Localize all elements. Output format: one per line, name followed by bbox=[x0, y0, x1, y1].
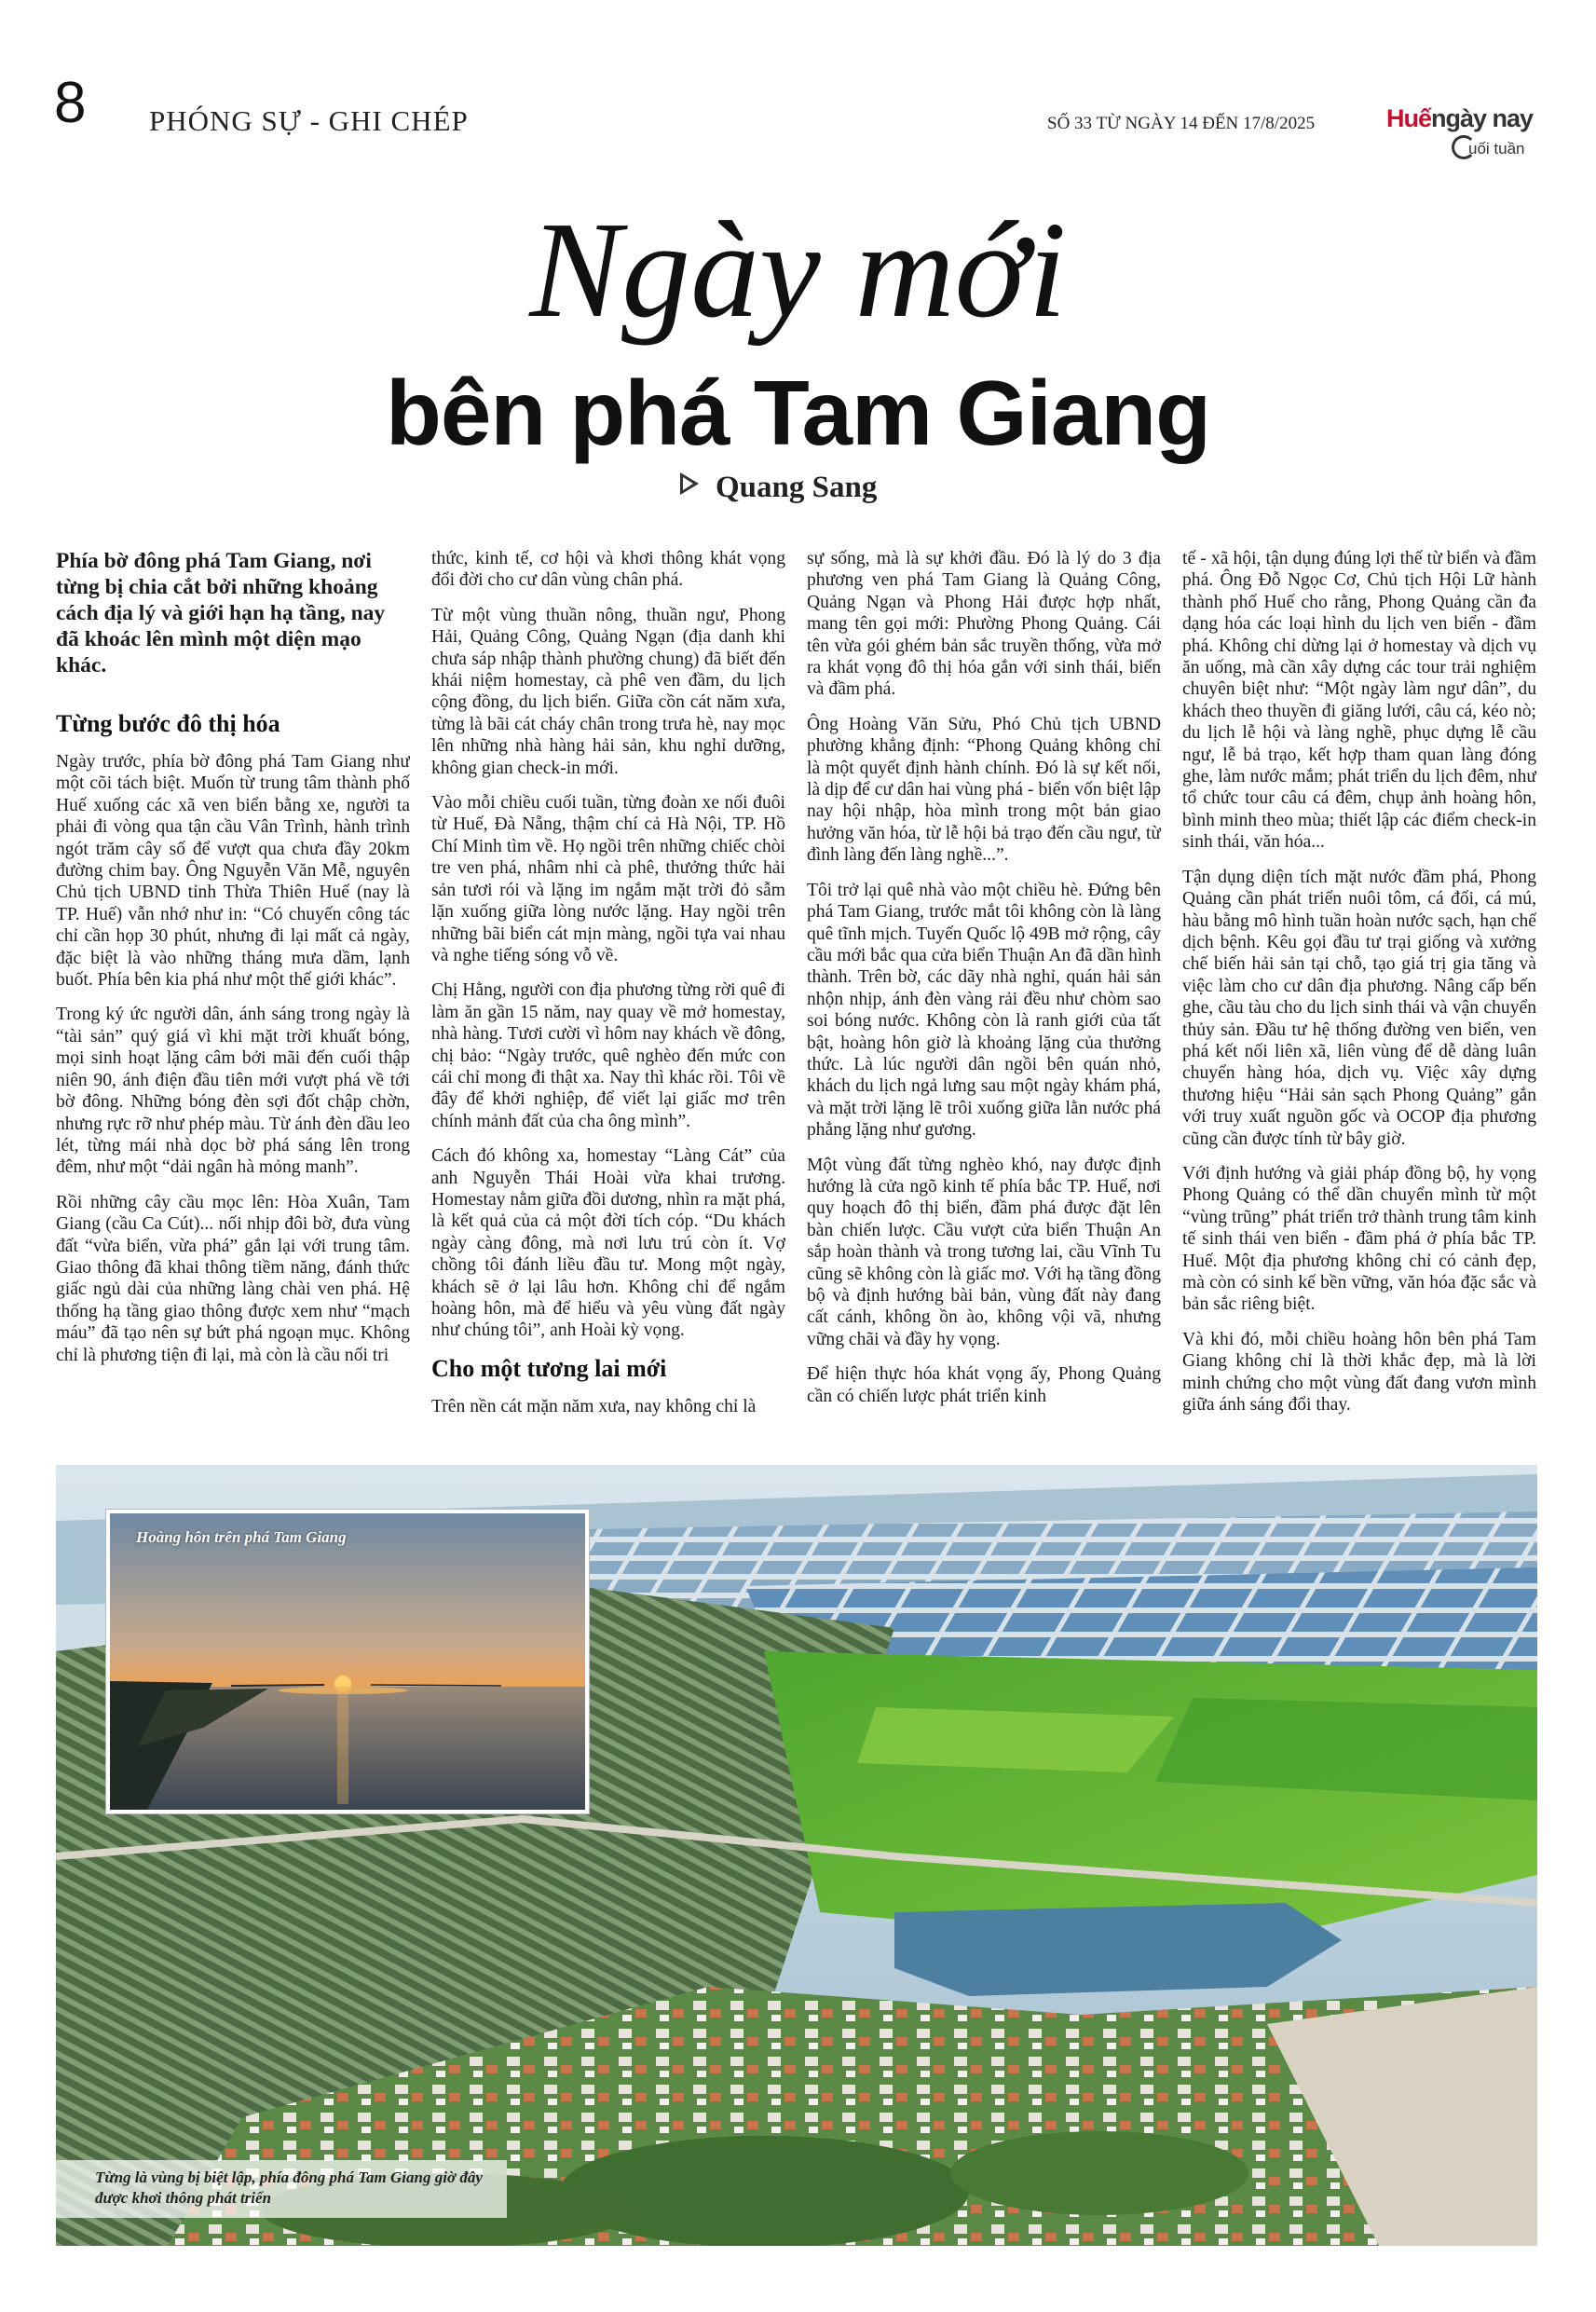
section-title: PHÓNG SỰ - GHI CHÉP bbox=[149, 104, 469, 137]
paragraph: Tận dụng diện tích mặt nước đầm phá, Phong Quảng cần phát triển nuôi tôm, cá đối, cá mú, hàu bằng mô hình tuần hoàn nước sạch, hạn chế dịch bệnh. Kêu gọi đầu tư trại giống và xưởng chế biến hải sản tại chỗ, tạo giá trị gia tăng và việc làm cho cư dân địa phương. Nâng cấp bến ghe, cầu tàu cho du lịch sinh thái và vận chuyển thủy sản. Đầu tư hệ thống đường ven biển, ven phá kết nối liên xã, liên vùng để dễ dàng luân chuyển hàng hóa, dịch vụ. Việc xây dựng thương hiệu “Hải sản sạch Phong Quảng” gắn với truy xuất nguồn gốc và OCOP địa phương cũng cần được tính từ bây giờ. bbox=[1182, 867, 1536, 1149]
paragraph: thức, kinh tế, cơ hội và khơi thông khát vọng đổi đời cho cư dân vùng chân phá. bbox=[431, 549, 785, 591]
paragraph: Vào mỗi chiều cuối tuần, từng đoàn xe nối đuôi từ Huế, Đà Nẵng, thậm chí cả Hà Nội, TP. Hồ Chí Minh tìm về. Họ ngồi trên những chiếc chòi tre ven phá, nhâm nhi cà phê, thưởng thức hải sản tươi rói và lặng im ngắm mặt trời đỏ sẫm lặn xuống giữa lòng nước lặng. Hay ngồi trên những bãi biển cát mịn màng, ngồi tựa vai nhau và nghe tiếng sóng vỗ về. bbox=[431, 793, 785, 965]
article-column-4 bbox=[1182, 548, 1536, 1466]
inset-photo bbox=[106, 1510, 589, 1813]
brand-name bbox=[1386, 104, 1534, 133]
brand-name-part1: Huế bbox=[1386, 104, 1432, 132]
article-column-1 bbox=[56, 548, 410, 1466]
paragraph: Chị Hằng, người con địa phương từng rời quê đi làm ăn gần 15 năm, nay quay về mở homestay, nhà hàng. Tươi cười vì hôm nay khách về đông, chị bảo: “Ngày trước, quê nghèo đến mức con cái chỉ mong đi thật xa. Nay thì khác rồi. Tôi về đây để khởi nghiệp, để viết lại giấc mơ trên chính mảnh đất của cha ông mình”. bbox=[431, 980, 785, 1131]
headline-line-2: bên phá Tam Giang bbox=[385, 362, 1211, 464]
subheading: Từng bước đô thị hóa bbox=[56, 710, 280, 737]
article-lead: Phía bờ đông phá Tam Giang, nơi từng bị chia cắt bởi những khoảng cách địa lý và giới hạn hạ tầng, nay đã khoác lên mình một diện mạo khác. bbox=[56, 549, 386, 677]
brand-logo bbox=[1386, 104, 1534, 170]
paragraph: tế - xã hội, tận dụng đúng lợi thế từ biển và đầm phá. Ông Đỗ Ngọc Cơ, Chủ tịch Hội Lữ hành thành phố Huế cho rằng, Phong Quảng cần đa dạng hóa các loại hình du lịch ven biển - đầm phá. Không chỉ dừng lại ở homestay và dịch vụ ăn uống, mà cần xây dựng các tour trải nghiệm chuyên biệt như: “Một ngày làm ngư dân”, du khách theo thuyền đi giăng lưới, câu cá, kéo nò; du lịch lễ hội và làng nghề, phục dựng lễ cầu ngư, lễ bả trạo, kết hợp tham quan làng đóng ghe, làm nước mắm; phát triển du lịch đêm, như tổ chức tour câu cá đêm, chụp ảnh hoàng hôn, bình minh theo mùa; thiết lập các điểm check-in sinh thái, văn hóa... bbox=[1182, 549, 1536, 853]
paragraph: Trong ký ức người dân, ánh sáng trong ngày là “tài sản” quý giá vì khi mặt trời khuất bóng, mọi sinh hoạt lặng câm bởi mãi đến cuối thập niên 90, ánh điện đầu tiên mới vượt phá về tới bờ đông. Những bóng đèn sợi đốt chập chờn, nhưng rực rỡ như phép màu. Từ ánh đèn dầu leo lét, từng mái nhà dọc bờ phá sáng lên trong đêm, như một “dải ngân hà mỏng manh”. bbox=[56, 1005, 410, 1178]
sunset-illustration bbox=[110, 1513, 585, 1810]
brand-subtitle bbox=[1452, 135, 1526, 159]
paragraph: Ông Hoàng Văn Sửu, Phó Chủ tịch UBND phường khẳng định: “Phong Quảng không chỉ là một quyết định hành chính. Đó là sự kết nối, là dịp để cư dân hai vùng phá - biển vốn biệt lập nay hội nhập, hòa mình trong một bản giao hưởng văn hóa, từ lễ hội bả trạo đến cầu ngư, từ đình làng đến làng nghề...”. bbox=[807, 714, 1161, 866]
play-triangle-icon bbox=[680, 472, 699, 495]
byline bbox=[680, 471, 877, 505]
paragraph: Cách đó không xa, homestay “Làng Cát” của anh Nguyễn Thái Hoài vừa khai trương. Homestay nằm giữa đồi dương, nhìn ra mặt phá, là kết quả của cả một đời tích cóp. “Du khách ngày càng đông, mà nơi lưu trú còn ít. Vợ chồng tôi đánh liều đầu tư. Mong một ngày, khách sẽ ở lại lâu hơn. Không chỉ để ngắm hoàng hôn, mà để hiểu và yêu vùng đất ngày như chúng tôi”, anh Hoài kỳ vọng. bbox=[431, 1146, 785, 1341]
headline-line-1: Ngày mới bbox=[529, 194, 1067, 347]
article-column-3 bbox=[807, 548, 1161, 1466]
paragraph: Rồi những cây cầu mọc lên: Hòa Xuân, Tam Giang (cầu Ca Cút)... nối nhịp đôi bờ, đưa vùng đất “vừa biển, vừa phá” gắn lại với trung tâm. Giao thông đã khai thông tiềm năng, đánh thức giấc ngủ dài của những làng chài ven phá. Hệ thống hạ tầng giao thông được xem như “mạch máu” đã tạo nên sự bứt phá ngoạn mục. Không chỉ là phương tiện đi lại, mà còn là cầu nối tri bbox=[56, 1192, 410, 1365]
brand-name-part2: ngày nay bbox=[1431, 104, 1534, 132]
brand-subtitle-text: uối tuần bbox=[1468, 140, 1525, 157]
main-photo-caption: Từng là vùng bị biệt lập, phía đông phá Tam Giang giờ đây được khơi thông phát triển bbox=[56, 2160, 507, 2218]
paragraph: Ngày trước, phía bờ đông phá Tam Giang như một cõi tách biệt. Muốn từ trung tâm thành phố Huế xuống các xã ven biển bằng xe, người ta phải đi vòng qua tận cầu Vân Trình, hành trình ngót trăm cây số để vượt qua chưa đầy 20km đường chim bay. Ông Nguyễn Văn Mễ, nguyên Chủ tịch UBND tỉnh Thừa Thiên Huế (nay là TP. Huế) vẫn nhớ như in: “Có chuyến công tác chỉ cần họp 30 phút, nhưng đi lại mất cả ngày, đặc biệt là vào những tháng mưa dầm, lạnh buốt. Phía bên kia phá như một thế giới khác”. bbox=[56, 752, 410, 991]
paragraph: Và khi đó, mỗi chiều hoàng hôn bên phá Tam Giang không chỉ là thời khắc đẹp, mà là lời minh chứng cho một vùng đất đang vươn mình giữa ánh sáng đổi thay. bbox=[1182, 1329, 1536, 1416]
paragraph: Tôi trở lại quê nhà vào một chiều hè. Đứng bên phá Tam Giang, trước mắt tôi không còn là làng quê tĩnh mịch. Tuyến Quốc lộ 49B mở rộng, cây cầu mới bắc qua cửa biển Thuận An đã dần hình thành. Trên bờ, các dãy nhà nghỉ, quán hải sản nhộn nhịp, ánh đèn vàng rải đều như chòm sao soi bóng nước. Không còn là ranh giới của tất bật, hoàng hôn giờ là khoảng lặng của thưởng thức. Là lúc người dân ngồi bên quán nhỏ, khách du lịch ngả lưng sau một ngày khám phá, và mặt trời lặng lẽ trôi xuống giữa lằn nước phá phẳng lặng như gương. bbox=[807, 880, 1161, 1141]
paragraph: Từ một vùng thuần nông, thuần ngư, Phong Hải, Quảng Công, Quảng Ngạn (địa danh khi chưa sáp nhập thành phường chung) đã biết đến khái niệm homestay, cà phê ven đầm, du lịch cộng đồng, du lịch biển. Giữa cồn cát năm xưa, từng là bãi cát cháy chân trong trưa hè, nay mọc lên những nhà hàng hải sản, khu nghỉ dưỡng, không gian check-in mới. bbox=[431, 605, 785, 778]
issue-info: SỐ 33 TỪ NGÀY 14 ĐẾN 17/8/2025 bbox=[1047, 114, 1316, 133]
inset-caption: Hoàng hôn trên phá Tam Giang bbox=[136, 1528, 347, 1546]
paragraph: sự sống, mà là sự khởi đầu. Đó là lý do 3 địa phương ven phá Tam Giang là Quảng Công, Quảng Ngạn và Phong Hải được hợp nhất, mang tên gọi mới: Phường Phong Quảng. Cái tên vừa gói ghém bản sắc truyền thống, vừa mở ra khát vọng đô thị hóa gắn với sinh thái, biển và đầm phá. bbox=[807, 549, 1161, 700]
paragraph: Trên nền cát mặn năm xưa, nay không chỉ là bbox=[431, 1396, 757, 1416]
paragraph: Để hiện thực hóa khát vọng ấy, Phong Quảng cần có chiến lược phát triển kinh bbox=[807, 1364, 1161, 1406]
author-name: Quang Sang bbox=[716, 471, 878, 504]
article-column-2 bbox=[431, 548, 785, 1466]
paragraph: Một vùng đất từng nghèo khó, nay được định hướng là cửa ngõ kinh tế phía bắc TP. Huế, nơi quy hoạch đô thị biển, đầm phá được đặt lên bàn chiến lược. Cầu vượt cửa biển Thuận An sắp hoàn thành và trong tương lai, cầu Vĩnh Tu cũng sẽ không còn là giấc mơ. Với hạ tầng đồng bộ và định hướng bài bản, vùng đất này đang cất cánh, không ồn ào, không vội vã, nhưng vững chãi và đầy hy vọng. bbox=[807, 1155, 1161, 1349]
subheading: Cho một tương lai mới bbox=[431, 1354, 667, 1382]
paragraph: Với định hướng và giải pháp đồng bộ, hy vọng Phong Quảng có thể dần chuyển mình từ một “vùng trũng” phát triển trở thành trung tâm kinh tế sinh thái ven biển - đầm phá ở phía bắc TP. Huế. Một địa phương không chỉ có cảnh đẹp, mà còn có sinh kế bền vững, văn hóa đặc sắc và bản sắc riêng biệt. bbox=[1182, 1163, 1536, 1315]
page-number: 8 bbox=[54, 71, 87, 135]
